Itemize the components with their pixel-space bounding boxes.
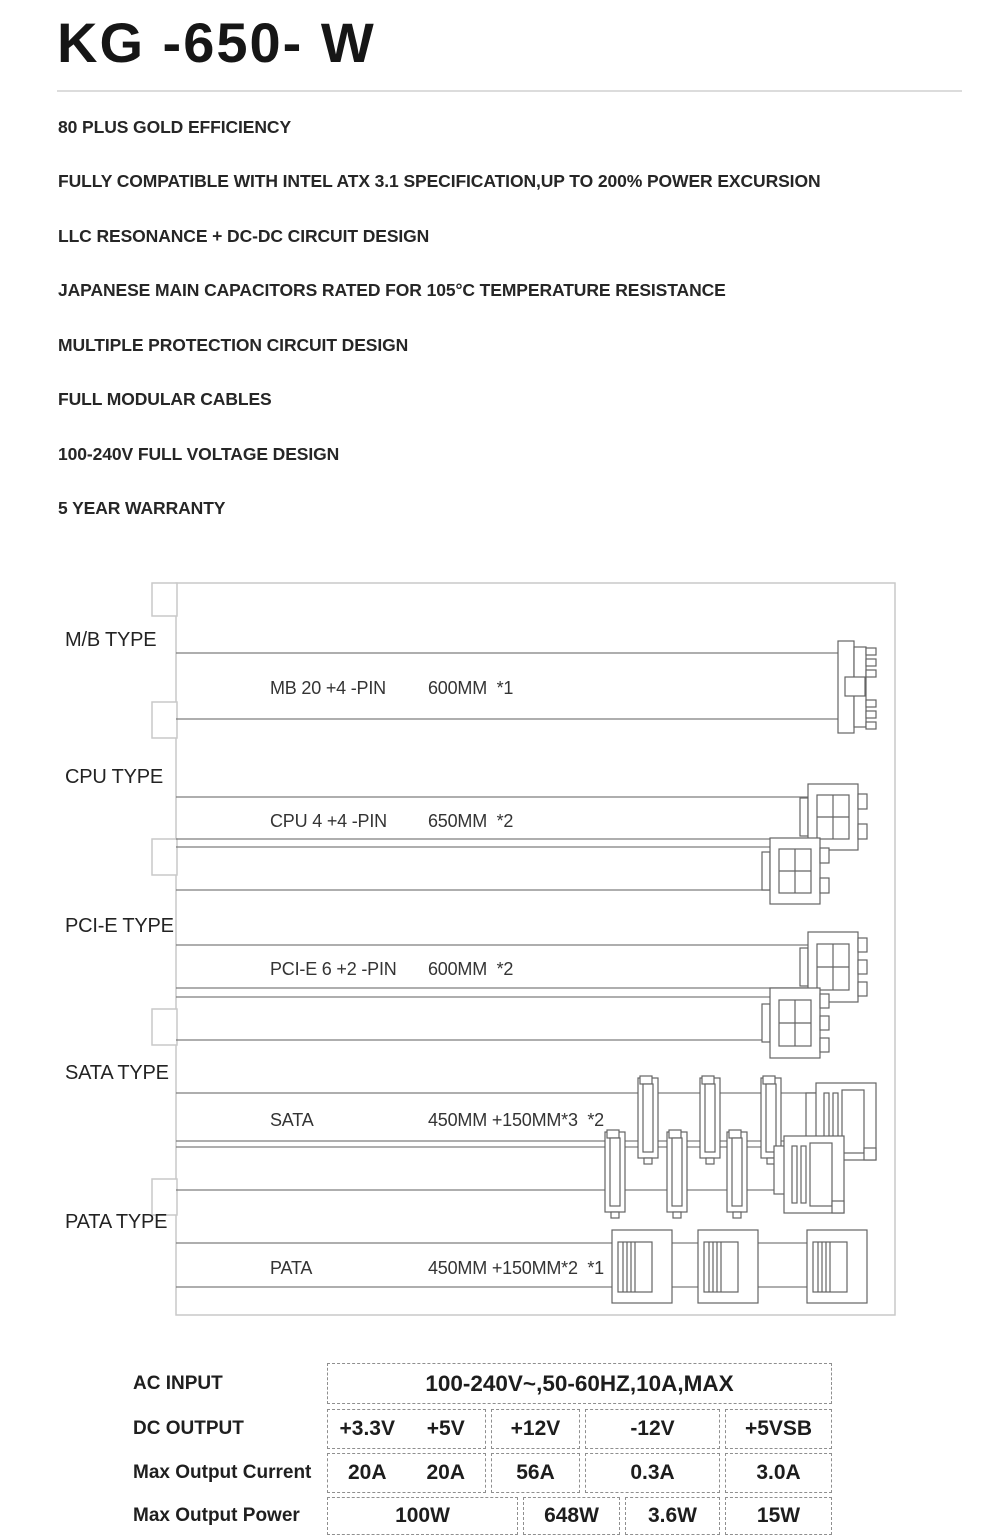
feature-item: LLC RESONANCE + DC-DC CIRCUIT DESIGN: [58, 225, 430, 246]
feature-item: FULLY COMPATIBLE WITH INTEL ATX 3.1 SPECIFICATION,UP TO 200% POWER EXCURSION: [58, 171, 821, 192]
spec-row-label: DC OUTPUT: [133, 1418, 244, 1439]
cable-length-label: 650MM *2: [428, 811, 514, 831]
feature-list: [58, 100, 821, 536]
spec-value: 20A: [426, 1461, 466, 1484]
feature-item: FULL MODULAR CABLES: [58, 389, 272, 410]
cable-name-label: CPU 4 +4 -PIN: [270, 811, 387, 831]
spec-row-label: Max Output Current: [133, 1462, 312, 1483]
pcie-6plus2-connector-icon: [762, 988, 829, 1058]
cable-diagram: [0, 570, 1006, 1336]
spec-cell-current-neg12v: 0.3A: [585, 1453, 720, 1493]
spec-cell-power-neg12v: 3.6W: [625, 1497, 720, 1535]
cable-length-label: 450MM +150MM*3 *2: [428, 1110, 604, 1130]
feature-item: 5 YEAR WARRANTY: [58, 498, 226, 519]
spec-value: +3.3V: [339, 1417, 395, 1440]
frame-left-tabs: [152, 583, 177, 1215]
row-type-label-sata: SATA TYPE: [65, 1062, 169, 1084]
spec-cell-current-5vsb: 3.0A: [725, 1453, 832, 1493]
feature-item: JAPANESE MAIN CAPACITORS RATED FOR 105°C TEMPERATURE RESISTANCE: [58, 280, 726, 301]
spec-cell-power-12v: 648W: [523, 1497, 620, 1535]
row-type-label-pcie: PCI-E TYPE: [65, 915, 174, 937]
sata-connector-icon: [605, 1130, 625, 1218]
spec-cell-current-12v: 56A: [491, 1453, 580, 1493]
sata-connector-icon: [700, 1076, 720, 1164]
feature-item: 100-240V FULL VOLTAGE DESIGN: [58, 443, 340, 464]
cable-length-label: 600MM *1: [428, 678, 514, 698]
atx-24pin-connector-icon: [838, 641, 876, 733]
cable-name-label: PCI-E 6 +2 -PIN: [270, 959, 397, 979]
row-type-label-mb: M/B TYPE: [65, 629, 157, 651]
row-type-label-pata: PATA TYPE: [65, 1211, 168, 1233]
spec-value: +5V: [426, 1417, 465, 1440]
molex-connector-icon: [807, 1230, 867, 1303]
sata-connector-icon: [727, 1130, 747, 1218]
spec-cell-ac-input: 100-240V~,50-60HZ,10A,MAX: [327, 1363, 832, 1404]
row-type-label-cpu: CPU TYPE: [65, 766, 164, 788]
spec-cell-current-33v-5v: [327, 1453, 486, 1493]
cable-length-label: 600MM *2: [428, 959, 514, 979]
molex-connector-icon: [698, 1230, 758, 1303]
spec-row-label: AC INPUT: [133, 1372, 223, 1394]
spec-cell-rail-33v-5v: [327, 1409, 486, 1449]
sata-connector-icon: [638, 1076, 658, 1164]
spec-row-label: Max Output Power: [133, 1505, 300, 1526]
feature-item: 80 PLUS GOLD EFFICIENCY: [58, 116, 292, 137]
feature-item: MULTIPLE PROTECTION CIRCUIT DESIGN: [58, 334, 409, 355]
spec-cell-rail-5vsb: +5VSB: [725, 1409, 832, 1449]
spec-value: 20A: [347, 1461, 387, 1484]
spec-cell-rail-12v: +12V: [491, 1409, 580, 1449]
eps-4plus4-connector-icon: [762, 838, 829, 904]
molex-connector-icon: [612, 1230, 672, 1303]
page-title: KG -650- W: [57, 11, 376, 74]
cable-name-label: PATA: [270, 1258, 313, 1278]
cable-name-label: SATA: [270, 1110, 314, 1130]
sata-end-connector-icon: [774, 1136, 844, 1213]
spec-cell-rail-neg12v: -12V: [585, 1409, 720, 1449]
spec-cell-power-33v-5v: 100W: [327, 1497, 518, 1535]
title-divider: [57, 90, 962, 92]
spec-cell-power-5vsb: 15W: [725, 1497, 832, 1535]
cable-length-label: 450MM +150MM*2 *1: [428, 1258, 604, 1278]
cable-name-label: MB 20 +4 -PIN: [270, 678, 386, 698]
sata-connector-icon: [667, 1130, 687, 1218]
